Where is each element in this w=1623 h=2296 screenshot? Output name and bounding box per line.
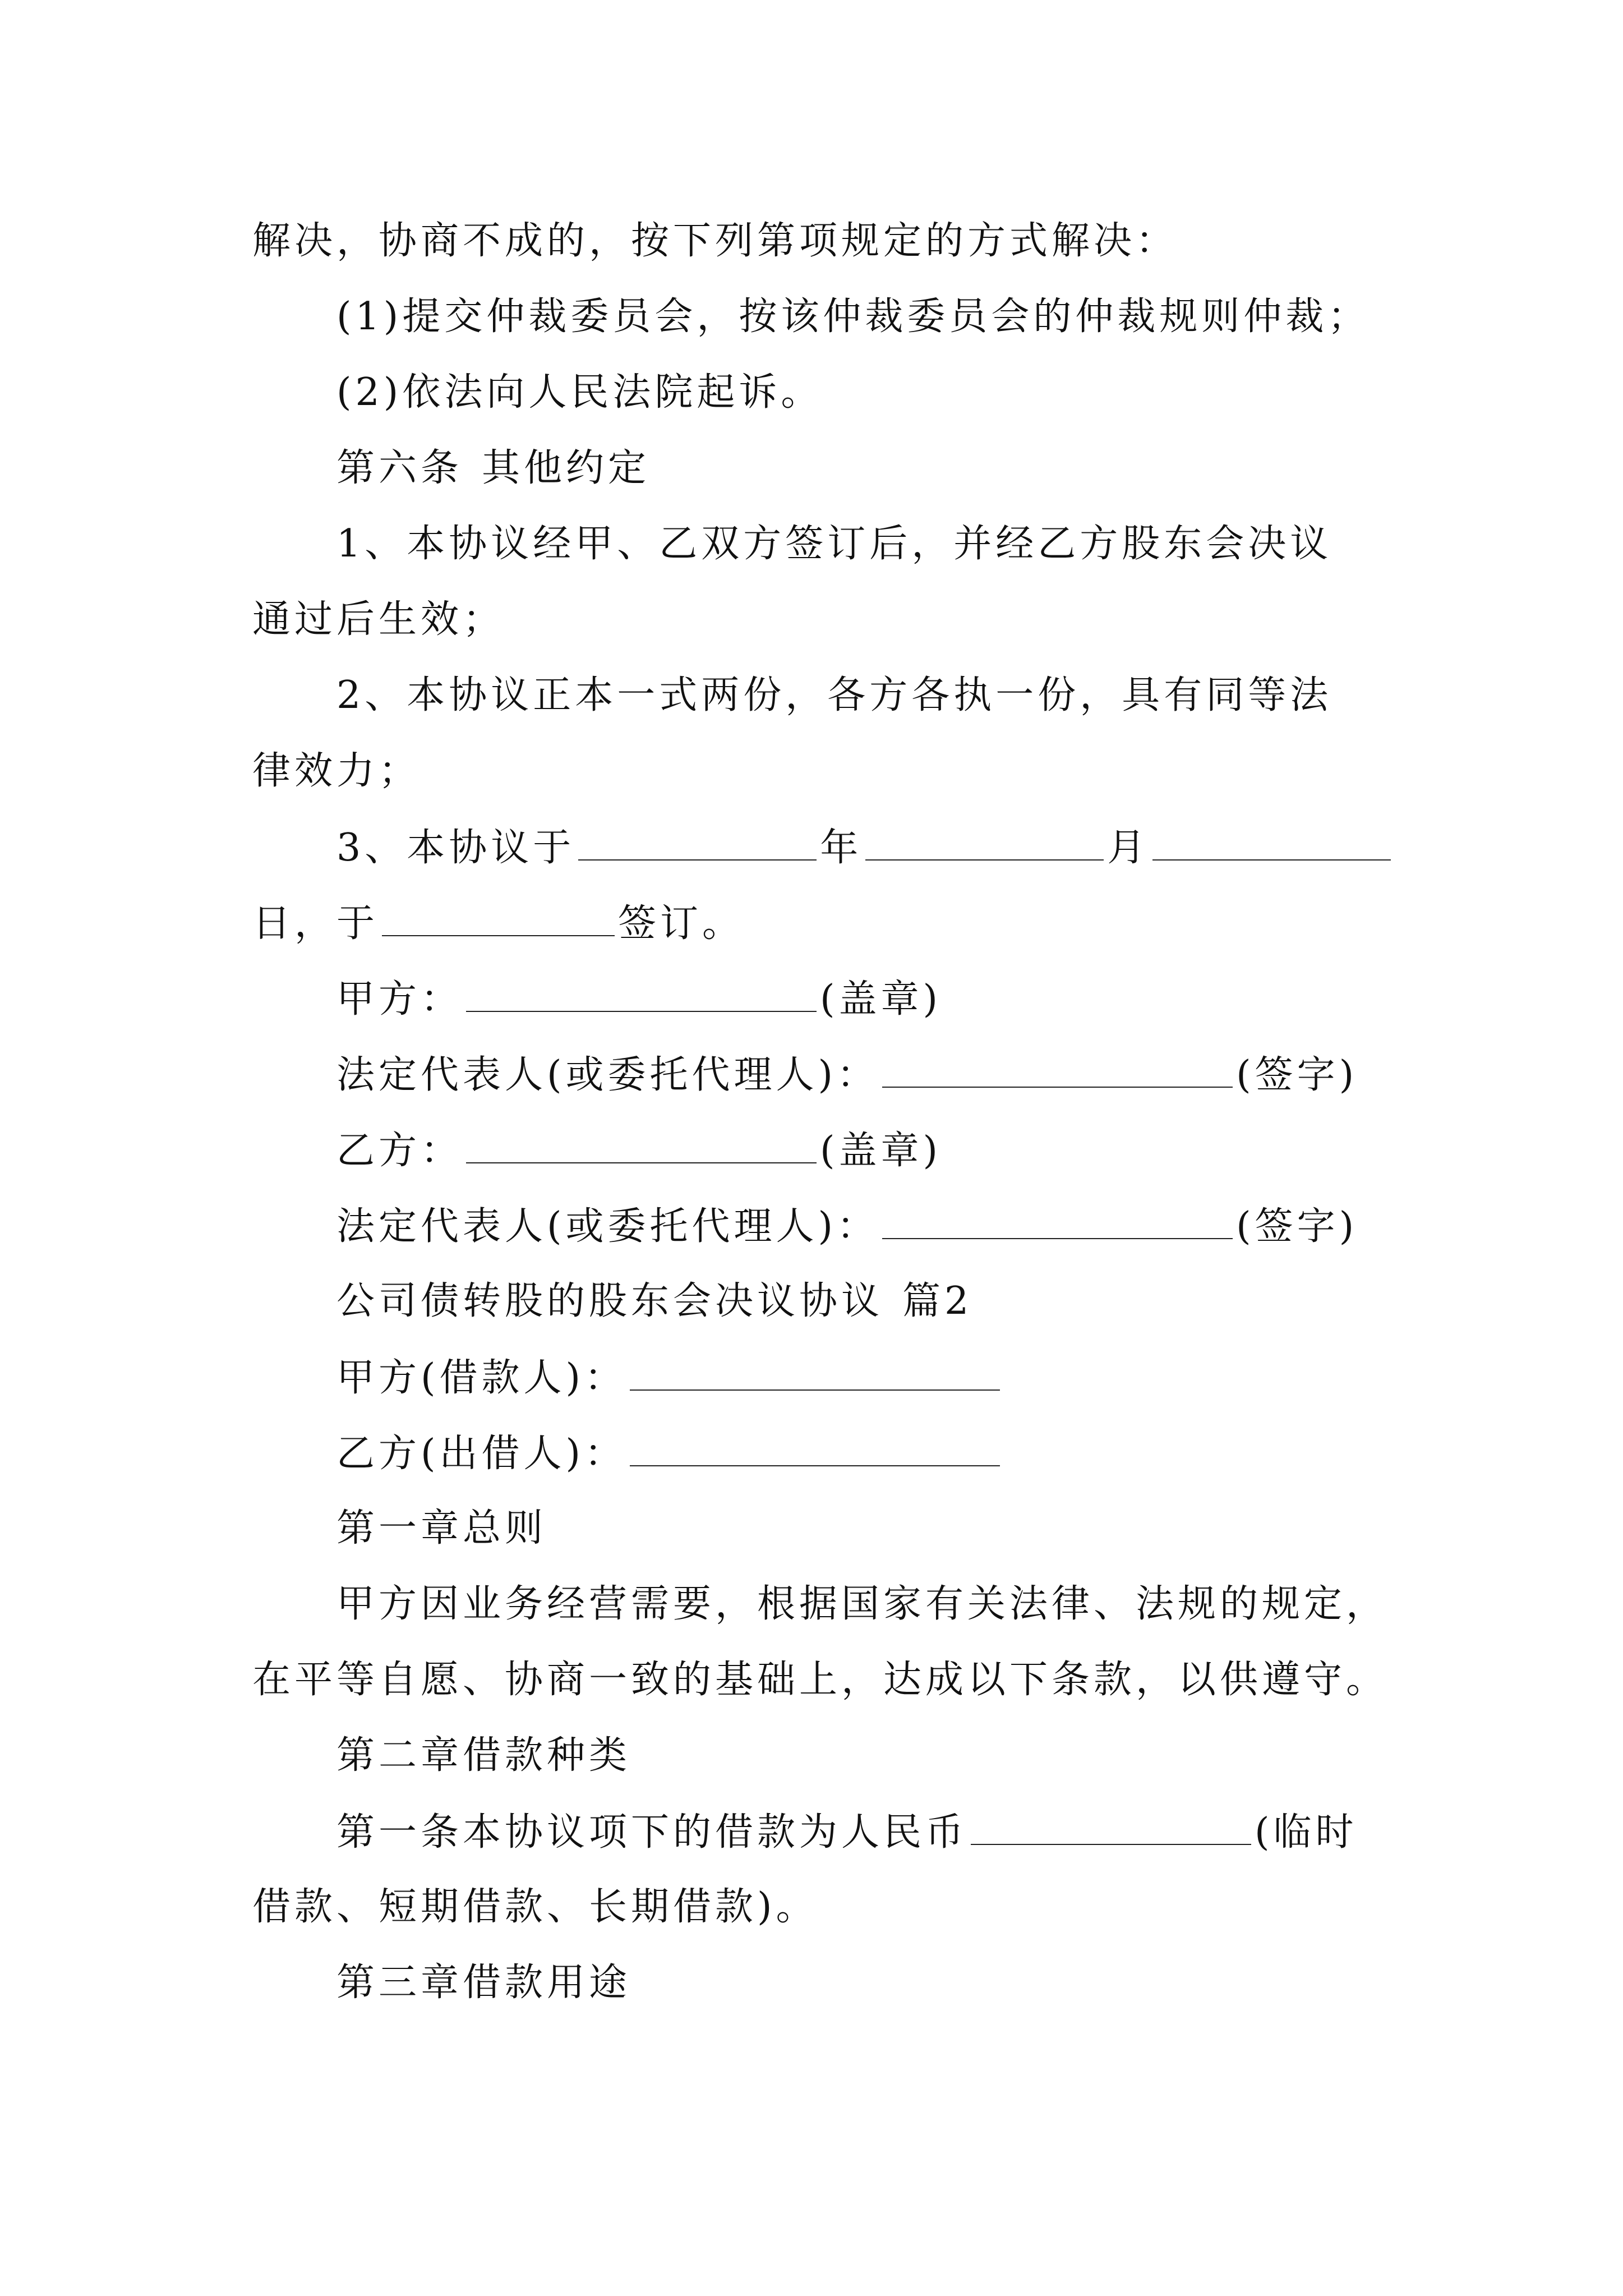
chapter-heading xyxy=(336,1961,631,2005)
signature-blank xyxy=(882,1203,1233,1239)
text: 第三章借款用途 xyxy=(336,1961,631,2005)
paragraph-line xyxy=(252,219,1178,264)
text: 月 xyxy=(1107,826,1150,870)
text: 法定代表人(或委托代理人)： xyxy=(336,1204,879,1249)
paragraph-line xyxy=(252,1885,818,1930)
place-blank xyxy=(382,900,615,936)
section-title xyxy=(336,1279,972,1324)
text: 其他约定 xyxy=(482,446,651,490)
text: 日，于 xyxy=(252,901,379,946)
party-b-line xyxy=(336,1128,942,1174)
text: 篇2 xyxy=(902,1279,973,1323)
paragraph-line xyxy=(336,1582,1388,1627)
paragraph-line xyxy=(336,1809,1358,1855)
paragraph-line xyxy=(336,295,1370,339)
chapter-heading xyxy=(336,1506,547,1551)
text: 第六条 xyxy=(336,446,463,490)
date-line xyxy=(336,825,1394,871)
amount-blank xyxy=(971,1809,1251,1845)
text: (临时 xyxy=(1255,1810,1358,1855)
text: 法定代表人(或委托代理人)： xyxy=(336,1053,879,1097)
legal-rep-line xyxy=(336,1052,1358,1098)
paragraph-line xyxy=(336,370,823,415)
text: 2、本协议正本一式两份，各方各执一份，具有同等法 xyxy=(336,673,1332,717)
text: 年 xyxy=(820,826,863,870)
text: (盖章) xyxy=(820,977,942,1022)
text: 公司债转股的股东会决议协议 xyxy=(336,1279,884,1323)
text: 律效力； xyxy=(252,749,421,793)
borrower-line xyxy=(336,1355,1003,1401)
signature-blank xyxy=(882,1052,1233,1088)
lender-line xyxy=(336,1430,1003,1476)
text: 乙方(出借人)： xyxy=(336,1432,627,1476)
text: (2)依法向人民法院起诉。 xyxy=(336,370,823,415)
party-a-line xyxy=(336,976,942,1022)
year-blank xyxy=(578,825,817,861)
text: (盖章) xyxy=(820,1129,942,1173)
text: 甲方： xyxy=(336,977,463,1022)
paragraph-line xyxy=(252,1658,1388,1703)
text: (签字) xyxy=(1236,1204,1358,1249)
text: 甲方因业务经营需要，根据国家有关法律、法规的规定， xyxy=(336,1582,1389,1626)
article-heading xyxy=(336,446,650,491)
paragraph-line xyxy=(336,522,1332,567)
text: 3、本协议于 xyxy=(336,826,575,870)
text: 解决，协商不成的，按下列第项规定的方式解决： xyxy=(252,219,1178,263)
text: 第一条本协议项下的借款为人民币 xyxy=(336,1810,968,1855)
paragraph-line xyxy=(336,673,1332,718)
text: 在平等自愿、协商一致的基础上，达成以下条款，以供遵守。 xyxy=(252,1658,1389,1702)
signature-blank xyxy=(466,976,817,1012)
legal-rep-line xyxy=(336,1203,1358,1249)
paragraph-line xyxy=(252,597,505,642)
day-blank xyxy=(1152,825,1391,861)
month-blank xyxy=(865,825,1104,861)
place-line xyxy=(252,900,744,946)
text: 乙方： xyxy=(336,1129,463,1173)
text: 甲方(借款人)： xyxy=(336,1356,627,1400)
text: (签字) xyxy=(1236,1053,1358,1097)
text: 签订。 xyxy=(618,901,745,946)
text: 第二章借款种类 xyxy=(336,1733,631,1778)
lender-blank xyxy=(630,1430,1000,1466)
text: 第一章总则 xyxy=(336,1506,547,1550)
paragraph-line xyxy=(252,749,421,794)
text: (1)提交仲裁委员会，按该仲裁委员会的仲裁规则仲裁； xyxy=(336,295,1370,339)
text: 1、本协议经甲、乙双方签订后，并经乙方股东会决议 xyxy=(336,522,1332,566)
signature-blank xyxy=(466,1128,817,1163)
text: 通过后生效； xyxy=(252,597,505,642)
chapter-heading xyxy=(336,1733,631,1778)
borrower-blank xyxy=(630,1355,1000,1391)
text: 借款、短期借款、长期借款)。 xyxy=(252,1885,818,1929)
